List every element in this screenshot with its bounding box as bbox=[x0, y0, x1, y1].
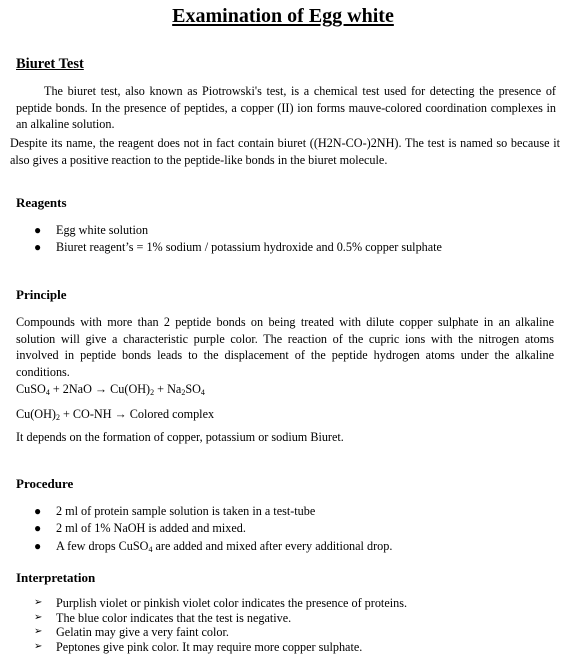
biuret-intro-paragraph: The biuret test, also known as Piotrowski's test, is a chemical test used for detecting the presence of peptide bonds. In the presence of peptides, a copper (II) ion forms mauve-colored coordination complexes in an alkaline solution. bbox=[16, 84, 556, 131]
bullet-icon: ● bbox=[34, 223, 42, 237]
equation-1: CuSO$_4$ + $2NaO \to Cu(OH)_2 + Na_2SO_4$ bbox=[16, 382, 205, 397]
list-item: ● Biuret reagent’s = 1% sodium / potassium hydroxide and 0.5% copper sulphate bbox=[34, 240, 442, 254]
principle-paragraph: Compounds with more than 2 peptide bonds on being treated with dilute copper sulphate in an alkaline solution will give a characteristic purple color. The reaction of the cupric ions with the nitrogen atoms involved in peptide bonds leads to the displacement of the peptide hydrogen atoms under the alkaline conditions. bbox=[16, 315, 554, 379]
list-item: ➢ Purplish violet or pinkish violet color indicates the presence of proteins. bbox=[34, 596, 407, 610]
bullet-icon: ● bbox=[34, 539, 42, 553]
biuret-heading: Biuret Test bbox=[16, 56, 84, 72]
list-item: ➢ Peptones give pink color. It may require more copper sulphate. bbox=[34, 639, 363, 654]
arrow-bullet-icon: ➢ bbox=[34, 626, 43, 637]
arrow-bullet-icon: ➢ bbox=[34, 597, 43, 608]
bullet-icon: ● bbox=[34, 504, 42, 518]
reagents-list bbox=[34, 222, 554, 256]
interpretation-heading: Interpretation bbox=[16, 570, 96, 585]
list-item: ➢ The blue color indicates that the test is negative. bbox=[34, 610, 292, 625]
interpretation-list bbox=[34, 596, 554, 654]
principle-heading: Principle bbox=[16, 287, 67, 302]
equation-2: $Cu(OH)_2 + CO-NH$ → Colored complex bbox=[16, 407, 215, 422]
biuret-name-paragraph: Despite its name, the reagent does not in fact contain biuret ((H2N-CO-)2NH). The test is named so because it also gives a positive reaction to the peptide-like bonds in the biuret molecule. bbox=[10, 136, 560, 167]
procedure-list bbox=[34, 503, 554, 555]
arrow-bullet-icon: ➢ bbox=[34, 611, 43, 623]
list-item: ➢ Gelatin may give a very faint color. bbox=[34, 625, 229, 639]
list-item: ● A few drops CuSO$_4$ are added and mixed after every additional drop. bbox=[34, 539, 393, 554]
page-title: Examination of Egg white bbox=[172, 5, 394, 27]
bullet-icon: ● bbox=[34, 240, 42, 254]
list-item: ● 2 ml of 1% NaOH is added and mixed. bbox=[34, 521, 246, 535]
list-item: ● 2 ml of protein sample solution is taken in a test-tube bbox=[34, 504, 316, 518]
principle-depends-text: It depends on the formation of copper, potassium or sodium Biuret. bbox=[16, 430, 344, 444]
arrow-bullet-icon: ➢ bbox=[34, 640, 43, 652]
procedure-heading: Procedure bbox=[16, 476, 74, 491]
reagents-heading: Reagents bbox=[16, 195, 67, 210]
bullet-icon: ● bbox=[34, 521, 42, 535]
list-item: ● Egg white solution bbox=[34, 223, 149, 237]
